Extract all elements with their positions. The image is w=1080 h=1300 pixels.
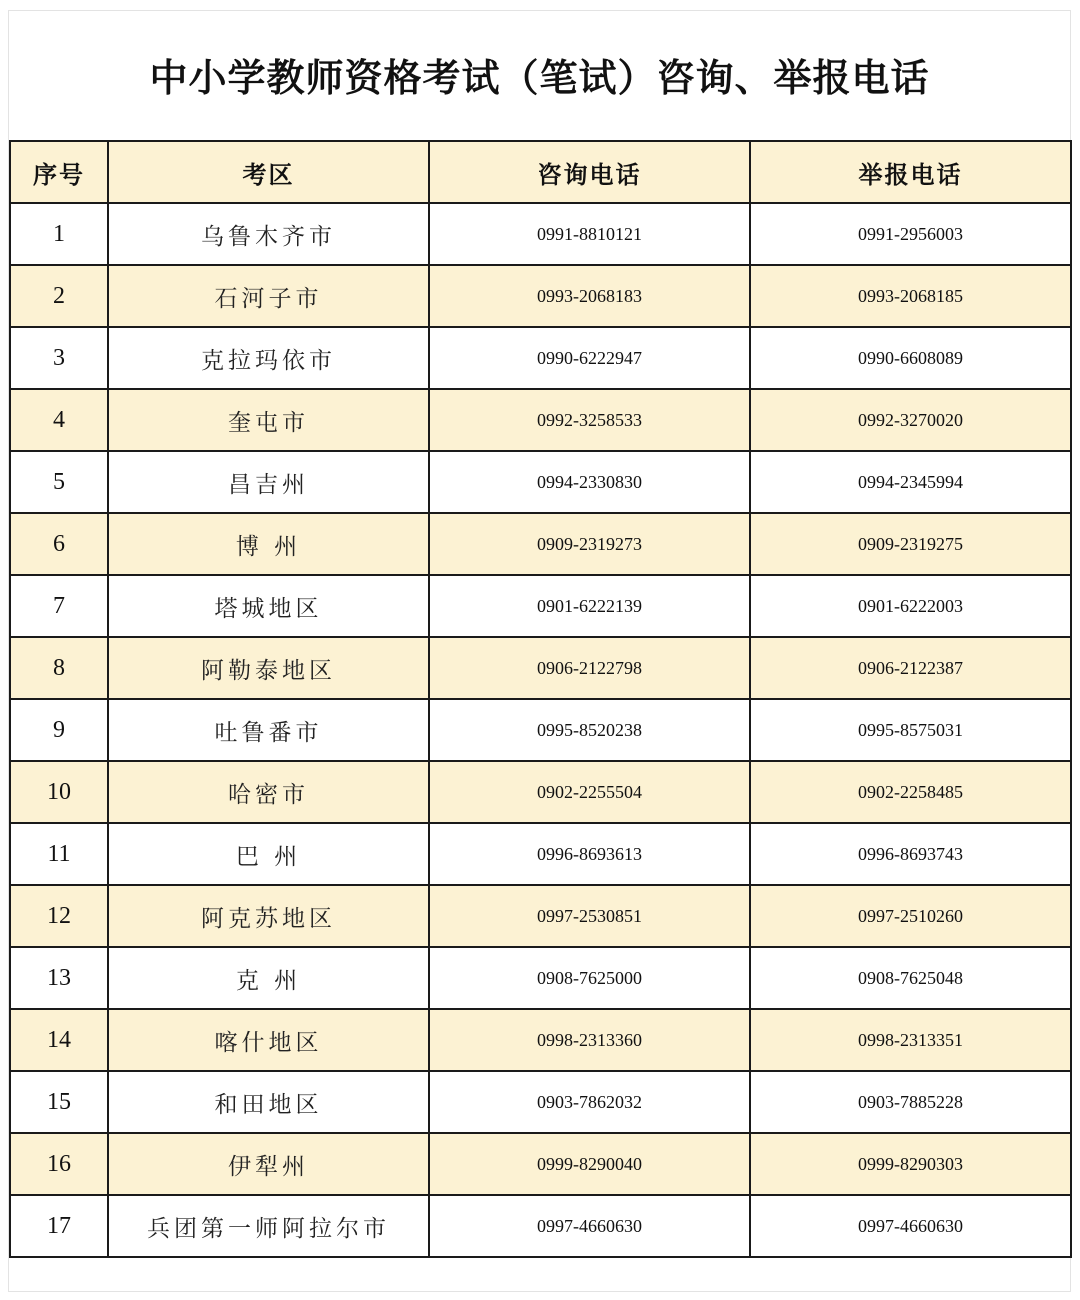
header-index: 序号: [10, 141, 108, 203]
cell-index: 8: [10, 637, 108, 699]
cell-report-phone: 0991-2956003: [750, 203, 1071, 265]
cell-consult-phone: 0996-8693613: [429, 823, 750, 885]
cell-index: 4: [10, 389, 108, 451]
cell-area: 石河子市: [108, 265, 429, 327]
table-row: [10, 389, 1071, 451]
table-row: [10, 1071, 1071, 1133]
table-row: [10, 885, 1071, 947]
cell-area: 兵团第一师阿拉尔市: [108, 1195, 429, 1257]
cell-consult-phone: 0994-2330830: [429, 451, 750, 513]
cell-index: 2: [10, 265, 108, 327]
table-row: [10, 823, 1071, 885]
cell-area: 乌鲁木齐市: [108, 203, 429, 265]
cell-consult-phone: 0902-2255504: [429, 761, 750, 823]
table-row: [10, 699, 1071, 761]
table-row: [10, 265, 1071, 327]
table-row: [10, 575, 1071, 637]
cell-area: 博 州: [108, 513, 429, 575]
cell-report-phone: 0990-6608089: [750, 327, 1071, 389]
cell-consult-phone: 0993-2068183: [429, 265, 750, 327]
cell-index: 10: [10, 761, 108, 823]
cell-area: 哈密市: [108, 761, 429, 823]
page-title: 中小学教师资格考试（笔试）咨询、举报电话: [149, 55, 930, 100]
header-area: 考区: [108, 141, 429, 203]
table-row: [10, 1195, 1071, 1257]
table-row: [10, 1133, 1071, 1195]
contact-table: [9, 140, 1072, 1258]
cell-consult-phone: 0992-3258533: [429, 389, 750, 451]
table-row: [10, 451, 1071, 513]
cell-index: 7: [10, 575, 108, 637]
cell-area: 昌吉州: [108, 451, 429, 513]
table-row: [10, 513, 1071, 575]
cell-consult-phone: 0991-8810121: [429, 203, 750, 265]
cell-consult-phone: 0908-7625000: [429, 947, 750, 1009]
cell-index: 14: [10, 1009, 108, 1071]
cell-report-phone: 0998-2313351: [750, 1009, 1071, 1071]
cell-index: 15: [10, 1071, 108, 1133]
cell-consult-phone: 0997-4660630: [429, 1195, 750, 1257]
cell-index: 5: [10, 451, 108, 513]
cell-report-phone: 0996-8693743: [750, 823, 1071, 885]
cell-area: 和田地区: [108, 1071, 429, 1133]
cell-consult-phone: 0909-2319273: [429, 513, 750, 575]
cell-index: 6: [10, 513, 108, 575]
cell-report-phone: 0902-2258485: [750, 761, 1071, 823]
cell-index: 17: [10, 1195, 108, 1257]
cell-area: 奎屯市: [108, 389, 429, 451]
cell-report-phone: 0993-2068185: [750, 265, 1071, 327]
table-row: [10, 637, 1071, 699]
cell-index: 9: [10, 699, 108, 761]
cell-consult-phone: 0997-2530851: [429, 885, 750, 947]
cell-area: 阿克苏地区: [108, 885, 429, 947]
cell-consult-phone: 0995-8520238: [429, 699, 750, 761]
cell-area: 伊犁州: [108, 1133, 429, 1195]
cell-area: 阿勒泰地区: [108, 637, 429, 699]
cell-report-phone: 0909-2319275: [750, 513, 1071, 575]
cell-report-phone: 0997-4660630: [750, 1195, 1071, 1257]
cell-report-phone: 0995-8575031: [750, 699, 1071, 761]
cell-report-phone: 0992-3270020: [750, 389, 1071, 451]
cell-report-phone: 0994-2345994: [750, 451, 1071, 513]
cell-consult-phone: 0998-2313360: [429, 1009, 750, 1071]
cell-report-phone: 0903-7885228: [750, 1071, 1071, 1133]
cell-area: 喀什地区: [108, 1009, 429, 1071]
cell-area: 吐鲁番市: [108, 699, 429, 761]
table-row: [10, 203, 1071, 265]
cell-consult-phone: 0999-8290040: [429, 1133, 750, 1195]
table-row: [10, 947, 1071, 1009]
cell-index: 16: [10, 1133, 108, 1195]
table-row: [10, 761, 1071, 823]
cell-area: 克 州: [108, 947, 429, 1009]
header-consult-phone: 咨询电话: [429, 141, 750, 203]
cell-index: 13: [10, 947, 108, 1009]
cell-index: 1: [10, 203, 108, 265]
header-report-phone: 举报电话: [750, 141, 1071, 203]
table-row: [10, 327, 1071, 389]
cell-area: 塔城地区: [108, 575, 429, 637]
table-row: [10, 1009, 1071, 1071]
cell-report-phone: 0906-2122387: [750, 637, 1071, 699]
cell-report-phone: 0901-6222003: [750, 575, 1071, 637]
cell-index: 3: [10, 327, 108, 389]
cell-index: 12: [10, 885, 108, 947]
cell-consult-phone: 0990-6222947: [429, 327, 750, 389]
cell-report-phone: 0908-7625048: [750, 947, 1071, 1009]
table-body: [10, 203, 1071, 1257]
cell-consult-phone: 0903-7862032: [429, 1071, 750, 1133]
cell-report-phone: 0997-2510260: [750, 885, 1071, 947]
cell-index: 11: [10, 823, 108, 885]
cell-consult-phone: 0901-6222139: [429, 575, 750, 637]
cell-area: 巴 州: [108, 823, 429, 885]
cell-report-phone: 0999-8290303: [750, 1133, 1071, 1195]
cell-area: 克拉玛依市: [108, 327, 429, 389]
table-header-row: [10, 141, 1071, 203]
cell-consult-phone: 0906-2122798: [429, 637, 750, 699]
